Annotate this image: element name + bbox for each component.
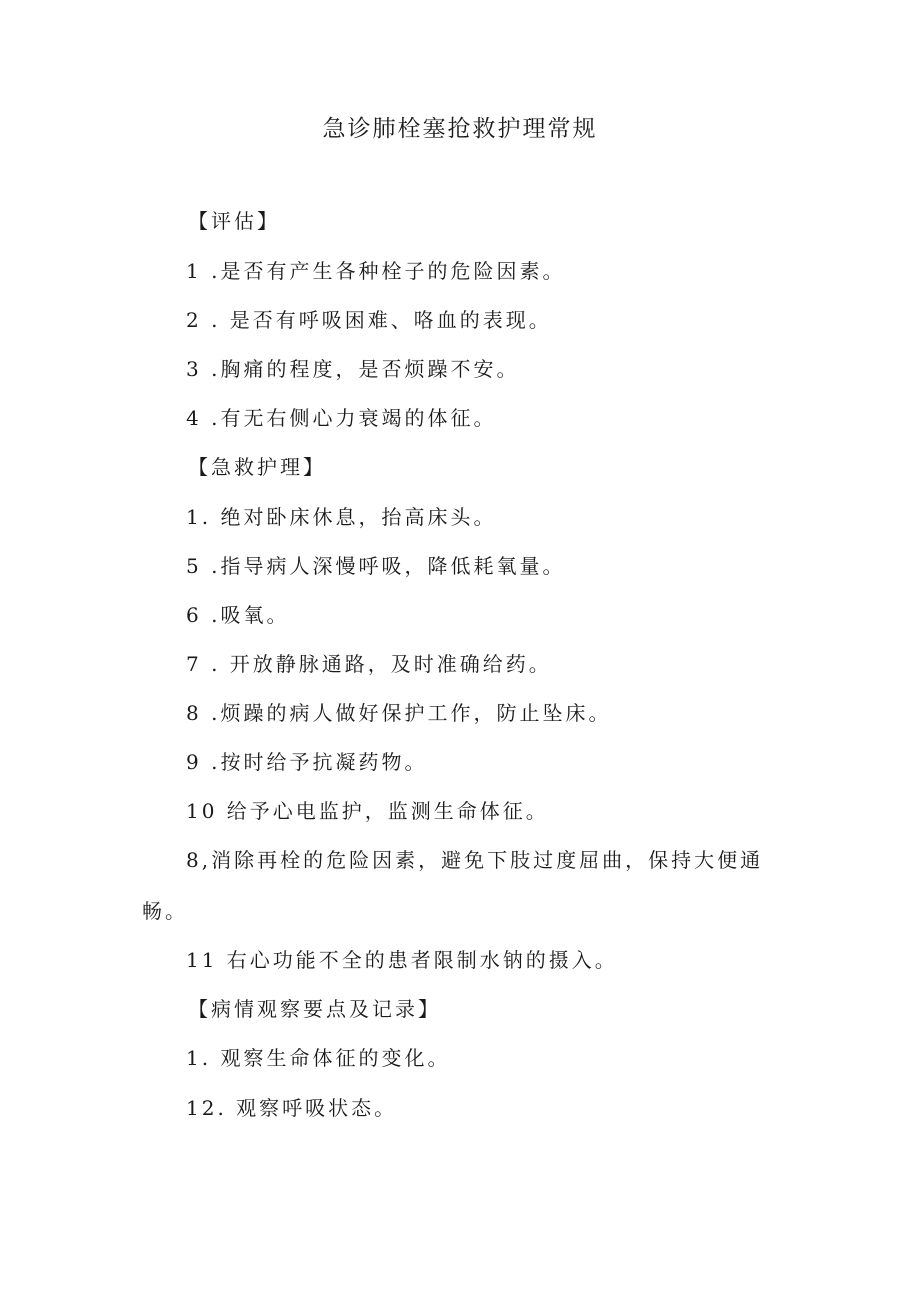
section-heading-emergency-care: 【急救护理】: [188, 455, 326, 479]
assessment-item-1: 1 .是否有产生各种栓子的危险因素。: [186, 259, 566, 283]
observation-item-1: 1. 观察生命体征的变化。: [186, 1046, 451, 1070]
document-title: 急诊肺栓塞抢救护理常规: [322, 116, 598, 142]
assessment-item-3: 3 .胸痛的程度，是否烦躁不安。: [186, 357, 520, 381]
observation-item-2: 12. 观察呼吸状态。: [186, 1096, 398, 1120]
emergency-care-item-7: 10 给予心电监护，监测生命体征。: [186, 799, 549, 823]
section-heading-observation: 【病情观察要点及记录】: [188, 997, 441, 1021]
emergency-care-item-6: 9 .按时给予抗凝药物。: [186, 750, 428, 774]
emergency-care-item-1: 1. 绝对卧床休息，抬高床头。: [186, 505, 497, 529]
assessment-item-4: 4 .有无右侧心力衰竭的体征。: [186, 406, 497, 430]
emergency-care-item-5: 8 .烦躁的病人做好保护工作，防止坠床。: [186, 701, 612, 725]
emergency-care-item-8-line2: 畅。: [142, 899, 188, 923]
emergency-care-item-2: 5 .指导病人深慢呼吸，降低耗氧量。: [186, 554, 566, 578]
emergency-care-item-9: 11 右心功能不全的患者限制水钠的摄入。: [186, 948, 618, 972]
assessment-item-2: 2 . 是否有呼吸困难、咯血的表现。: [186, 308, 552, 332]
section-heading-assessment: 【评估】: [188, 209, 280, 233]
emergency-care-item-4: 7 . 开放静脉通路，及时准确给药。: [186, 652, 552, 676]
emergency-care-item-3: 6 .吸氧。: [186, 603, 290, 627]
emergency-care-item-8-line1: 8,消除再栓的危险因素，避免下肢过度屈曲，保持大便通: [186, 848, 764, 872]
